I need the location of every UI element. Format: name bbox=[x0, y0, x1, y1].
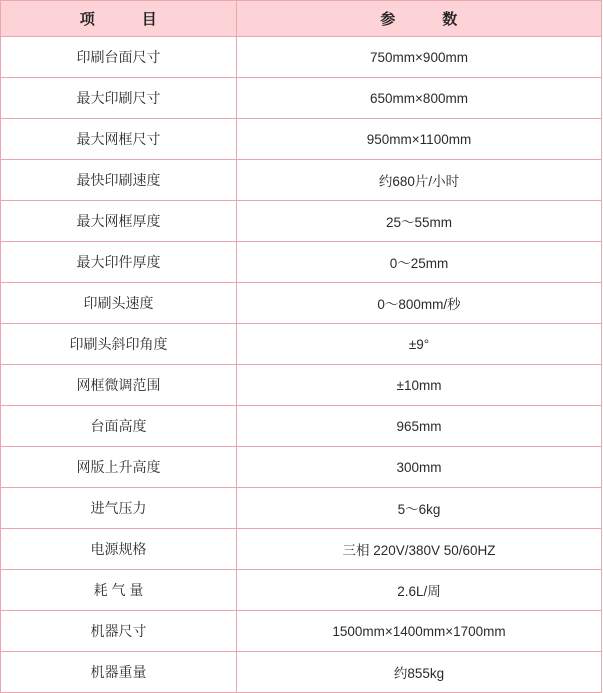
table-row bbox=[1, 78, 602, 119]
column-header-item: 项 目 bbox=[1, 1, 237, 37]
row-item-label: 印刷头斜印角度 bbox=[1, 324, 237, 365]
row-item-label: 网框微调范围 bbox=[1, 365, 237, 406]
table-header bbox=[1, 1, 602, 37]
column-header-value: 参 数 bbox=[237, 1, 602, 37]
table-row bbox=[1, 488, 602, 529]
row-item-value: 2.6L/周 bbox=[237, 570, 602, 611]
row-item-label: 进气压力 bbox=[1, 488, 237, 529]
row-item-value: 约680片/小时 bbox=[237, 160, 602, 201]
table-row bbox=[1, 242, 602, 283]
table-row bbox=[1, 570, 602, 611]
row-item-value: 约855kg bbox=[237, 652, 602, 693]
row-item-value: 965mm bbox=[237, 406, 602, 447]
row-item-value: 750mm×900mm bbox=[237, 37, 602, 78]
table-header-row bbox=[1, 1, 602, 37]
row-item-value: 300mm bbox=[237, 447, 602, 488]
table-row bbox=[1, 119, 602, 160]
table-row bbox=[1, 611, 602, 652]
table-row bbox=[1, 160, 602, 201]
table-row bbox=[1, 324, 602, 365]
row-item-label: 最大印件厚度 bbox=[1, 242, 237, 283]
table-body bbox=[1, 37, 602, 693]
table-row bbox=[1, 283, 602, 324]
row-item-label: 机器重量 bbox=[1, 652, 237, 693]
row-item-value: 1500mm×1400mm×1700mm bbox=[237, 611, 602, 652]
row-item-label: 电源规格 bbox=[1, 529, 237, 570]
row-item-value: 650mm×800mm bbox=[237, 78, 602, 119]
row-item-value: 5～6kg bbox=[237, 488, 602, 529]
row-item-label: 最大网框尺寸 bbox=[1, 119, 237, 160]
row-item-label: 最大网框厚度 bbox=[1, 201, 237, 242]
table-row bbox=[1, 201, 602, 242]
row-item-label: 网版上升高度 bbox=[1, 447, 237, 488]
row-item-value: ±9° bbox=[237, 324, 602, 365]
row-item-value: 0～800mm/秒 bbox=[237, 283, 602, 324]
row-item-value: 0～25mm bbox=[237, 242, 602, 283]
table-row bbox=[1, 37, 602, 78]
row-item-label: 印刷台面尺寸 bbox=[1, 37, 237, 78]
row-item-label: 台面高度 bbox=[1, 406, 237, 447]
table-row bbox=[1, 406, 602, 447]
row-item-value: 950mm×1100mm bbox=[237, 119, 602, 160]
table-row bbox=[1, 652, 602, 693]
table-row bbox=[1, 365, 602, 406]
row-item-value: ±10mm bbox=[237, 365, 602, 406]
table-row bbox=[1, 447, 602, 488]
row-item-value: 25～55mm bbox=[237, 201, 602, 242]
row-item-label: 耗 气 量 bbox=[1, 570, 237, 611]
row-item-label: 最快印刷速度 bbox=[1, 160, 237, 201]
table-row bbox=[1, 529, 602, 570]
row-item-label: 机器尺寸 bbox=[1, 611, 237, 652]
row-item-label: 印刷头速度 bbox=[1, 283, 237, 324]
row-item-label: 最大印刷尺寸 bbox=[1, 78, 237, 119]
row-item-value: 三相 220V/380V 50/60HZ bbox=[237, 529, 602, 570]
